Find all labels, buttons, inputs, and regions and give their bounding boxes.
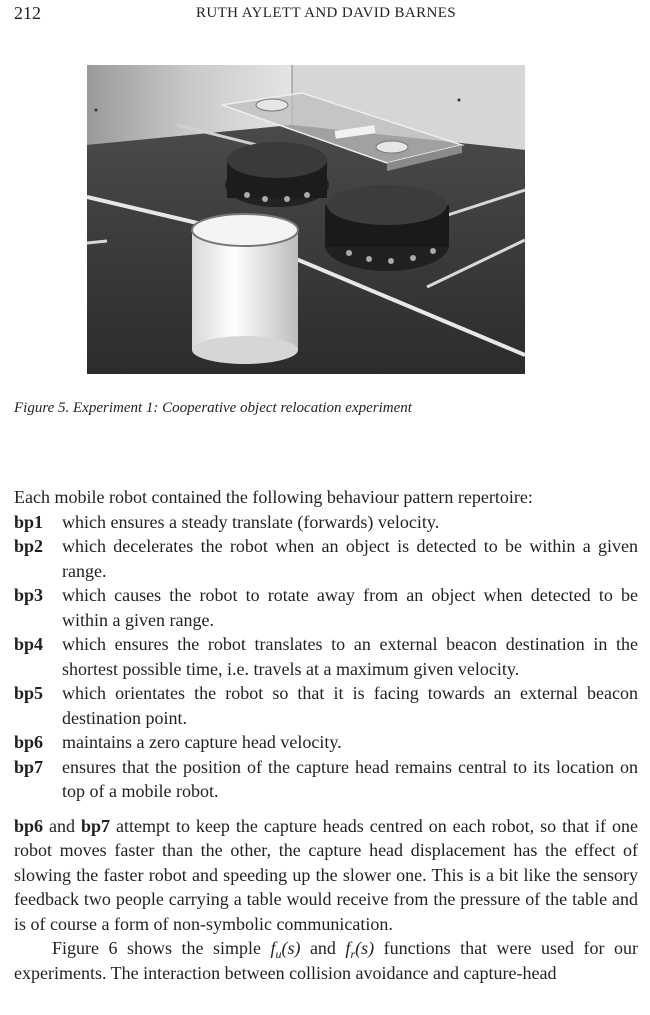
behaviour-description: which causes the robot to rotate away from an object when detected to be within a given range. bbox=[62, 585, 638, 630]
paragraph-capture-heads bbox=[14, 814, 638, 937]
conjunction: and bbox=[300, 938, 346, 958]
behaviour-label: bp6 bbox=[14, 732, 44, 752]
list-item bbox=[14, 681, 638, 730]
figure-caption: Figure 5. Experiment 1: Cooperative object relocation experiment bbox=[14, 400, 412, 416]
behaviour-label: bp5 bbox=[14, 683, 44, 703]
function-fr: $f_r(s)$ bbox=[345, 938, 375, 961]
behaviour-label: bp3 bbox=[14, 585, 44, 605]
conjunction: and bbox=[43, 815, 81, 836]
page-header bbox=[14, 3, 638, 27]
body-text bbox=[14, 485, 638, 985]
behaviour-description: which ensures a steady translate (forwards) velocity. bbox=[62, 511, 440, 532]
paragraph-text: attempt to keep the capture heads centred on each robot, so that if one robot moves faster than the other, the capture head displacement has the effect of slowing the faster robot and speeding up the slower one. This is a bit like the sensory feedback two people carrying a table would receive from the pressure of the table and is of course a form of non-symbolic communication. bbox=[14, 815, 638, 934]
ref-bp7: bp7 bbox=[80, 815, 111, 836]
list-item bbox=[14, 730, 638, 755]
paragraph-text: Figure 6 shows the simple bbox=[52, 938, 271, 958]
ref-bp6: bp6 bbox=[14, 815, 44, 836]
function-fu: $f_u(s)$ bbox=[270, 938, 301, 961]
behaviour-description: which decelerates the robot when an object is detected to be within a given range. bbox=[62, 536, 638, 581]
behaviour-label: bp7 bbox=[14, 756, 44, 777]
behaviour-label: bp4 bbox=[14, 634, 44, 654]
running-head: RUTH AYLETT AND DAVID BARNES bbox=[195, 5, 457, 21]
list-item bbox=[14, 510, 638, 535]
list-item bbox=[14, 534, 638, 583]
intro-sentence: Each mobile robot contained the following behaviour pattern repertoire: bbox=[14, 487, 533, 507]
behaviour-description: which orientates the robot so that it is facing towards an external beacon destination point. bbox=[62, 683, 638, 728]
behaviour-description: ensures that the position of the capture head remains central to its location on top of a mobile robot. bbox=[62, 756, 638, 801]
figure-photo bbox=[87, 65, 525, 374]
paragraph-text: functions that were used for our experiments. The interaction between collision avoidance and capture-head bbox=[14, 938, 638, 983]
paragraph-functions bbox=[14, 936, 638, 985]
robots-photo-illustration bbox=[87, 65, 525, 374]
list-item bbox=[14, 632, 638, 681]
behaviour-description: which ensures the robot translates to an external beacon destination in the shortest possible time, i.e. travels at a maximum given velocity. bbox=[62, 634, 638, 679]
behaviour-label: bp1 bbox=[14, 511, 44, 532]
list-item bbox=[14, 583, 638, 632]
behaviour-description: maintains a zero capture head velocity. bbox=[62, 732, 342, 752]
behaviour-label: bp2 bbox=[14, 536, 44, 556]
page-number: 212 bbox=[14, 3, 41, 23]
list-item bbox=[14, 755, 638, 804]
